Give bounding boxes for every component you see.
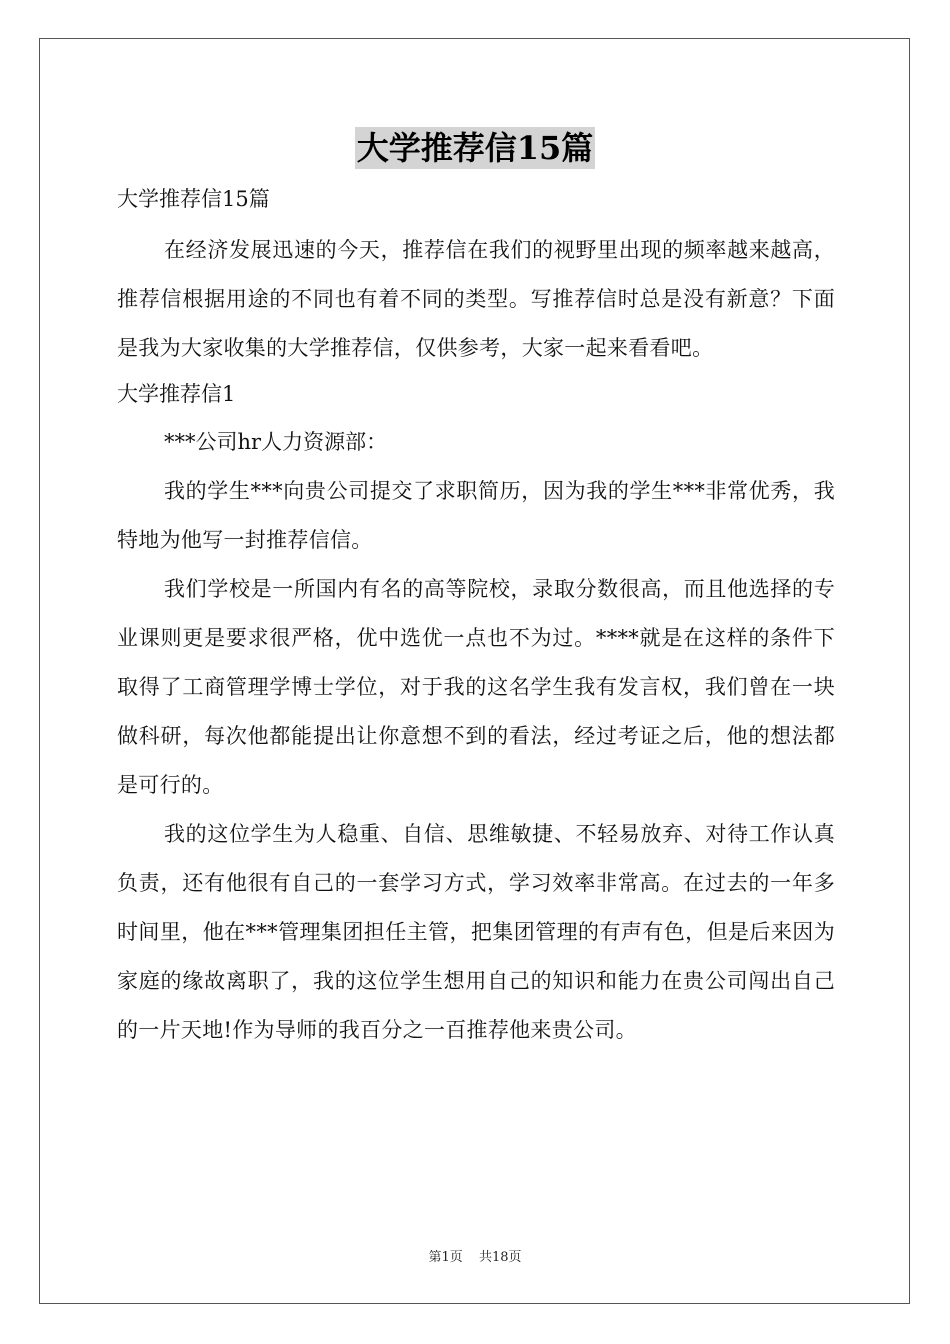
document-title: 大学推荐信15篇: [356, 129, 594, 167]
letter-paragraph-3: 我的这位学生为人稳重、自信、思维敏捷、不轻易放弃、对待工作认真负责，还有他很有自己的一套学习方式，学习效率非常高。在过去的一年多时间里，他在***管理集团担任主管，把集团管理的有声有色，但是后来因为家庭的缘故离职了，我的这位学生想用自己的知识和能力在贵公司闯出自己的一片天地!作为导师的我百分之一百推荐他来贵公司。: [117, 822, 835, 1042]
letter-paragraph-1: 我的学生***向贵公司提交了求职简历，因为我的学生***非常优秀，我特地为他写一封推荐信信。: [117, 479, 835, 552]
page-footer: [0, 1246, 950, 1265]
title-wrap: [0, 127, 950, 169]
document-subtitle: 大学推荐信15篇: [117, 187, 270, 211]
document-body: [117, 178, 835, 1055]
intro-paragraph: 在经济发展迅速的今天，推荐信在我们的视野里出现的频率越来越高，推荐信根据用途的不同也有着不同的类型。写推荐信时总是没有新意？下面是我为大家收集的大学推荐信，仅供参考，大家一起来看看吧。: [117, 238, 835, 360]
section-heading: 大学推荐信1: [117, 382, 236, 406]
letter-paragraph-2: 我们学校是一所国内有名的高等院校，录取分数很高，而且他选择的专业课则更是要求很严格，优中选优一点也不为过。****就是在这样的条件下取得了工商管理学博士学位，对于我的这名学生我有发言权，我们曾在一块做科研，每次他都能提出让你意想不到的看法，经过考证之后，他的想法都是可行的。: [117, 577, 835, 797]
page-total: 共18页: [478, 1250, 522, 1265]
letter-greeting: ***公司hr人力资源部：: [164, 430, 388, 454]
page-number: 第1页: [428, 1250, 463, 1265]
